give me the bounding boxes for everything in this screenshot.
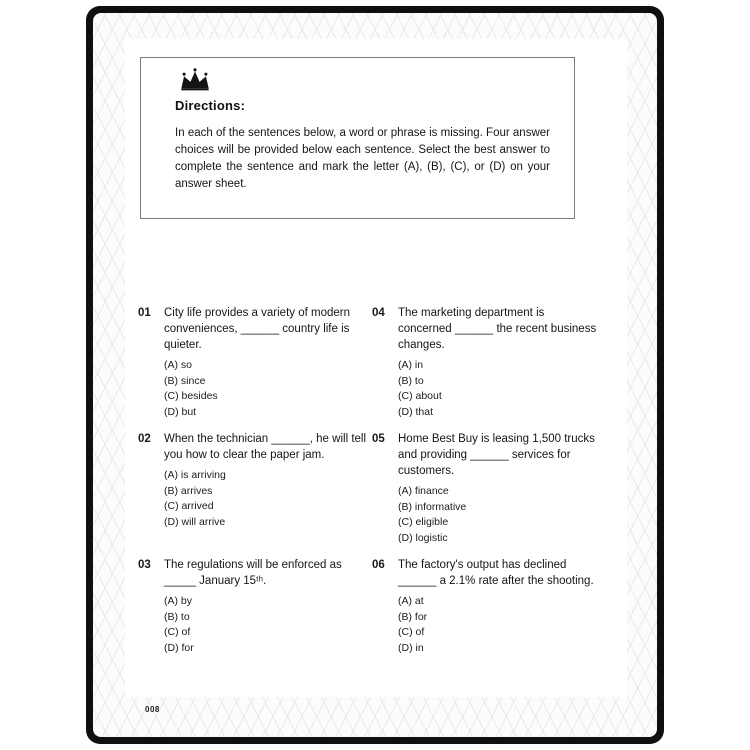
question-04 <box>372 305 606 431</box>
question-03 <box>138 557 372 683</box>
question-text: Home Best Buy is leasing 1,500 trucks and providing ______ services for customers. <box>398 433 595 477</box>
choice-a: (A) so <box>164 359 193 371</box>
question-number: 04 <box>372 307 385 319</box>
choice-a: (A) at <box>398 595 424 607</box>
choices-list <box>164 594 366 656</box>
choice-c: (C) eligible <box>398 516 449 528</box>
choice-b: (B) informative <box>398 500 467 513</box>
question-body <box>164 305 366 431</box>
choices-list <box>398 594 600 656</box>
choice-a: (A) in <box>398 359 424 371</box>
choice-c: (C) about <box>398 390 442 402</box>
choices-list <box>164 468 366 530</box>
page-background-pattern <box>93 13 657 737</box>
choice-b: (B) to <box>398 374 424 387</box>
choice-c: (C) besides <box>164 390 218 402</box>
question-number: 06 <box>372 559 385 571</box>
question-text: The factory's output has declined ______ a 2.1% rate after the shooting. <box>398 559 594 587</box>
question-05 <box>372 431 606 557</box>
choice-b: (B) to <box>164 610 190 623</box>
question-number: 03 <box>138 559 151 571</box>
choice-d: (D) but <box>164 405 197 418</box>
question-body <box>164 557 366 683</box>
choice-d: (D) in <box>398 641 424 654</box>
choice-d: (D) that <box>398 405 434 418</box>
choice-b: (B) for <box>398 610 428 623</box>
question-02 <box>138 431 372 557</box>
page-number: 008 <box>145 705 160 714</box>
directions-box <box>140 57 575 219</box>
question-text: City life provides a variety of modern conveniences, ______ country life is quieter. <box>164 307 350 351</box>
choice-d: (D) logistic <box>398 531 448 544</box>
question-number: 01 <box>138 307 151 319</box>
question-number: 05 <box>372 433 385 445</box>
choice-a: (A) finance <box>398 485 449 497</box>
questions-column-left <box>138 305 372 683</box>
choice-c: (C) of <box>398 626 425 638</box>
questions-grid <box>125 305 627 683</box>
content-card <box>125 39 627 697</box>
question-text: The marketing department is concerned ______ the recent business changes. <box>398 307 597 351</box>
choice-a: (A) by <box>164 595 193 607</box>
book-page-frame <box>86 6 664 744</box>
question-06 <box>372 557 606 683</box>
choices-list <box>398 484 600 546</box>
choice-c: (C) of <box>164 626 191 638</box>
choice-a: (A) is arriving <box>164 469 226 481</box>
question-text: When the technician ______, he will tell you how to clear the paper jam. <box>164 433 367 461</box>
question-01 <box>138 305 372 431</box>
question-body <box>398 305 600 431</box>
choice-b: (B) arrives <box>164 484 213 497</box>
directions-title: Directions: <box>175 98 246 113</box>
crown-icon <box>175 68 215 92</box>
choice-d: (D) will arrive <box>164 515 226 528</box>
choice-c: (C) arrived <box>164 500 214 512</box>
directions-body: In each of the sentences below, a word or phrase is missing. Four answer choices will be provided below each sentence. Select the best answer to complete the sentence and mark the letter (A), (B), (C), or (D) on your answer sheet. <box>175 127 550 190</box>
choices-list <box>164 358 366 420</box>
choice-b: (B) since <box>164 374 206 387</box>
questions-column-right <box>372 305 606 683</box>
choices-list <box>398 358 600 420</box>
question-body <box>164 431 366 557</box>
question-text: The regulations will be enforced as _____ January 15ᵗʰ. <box>164 559 342 587</box>
question-body <box>398 431 600 557</box>
question-number: 02 <box>138 433 151 445</box>
question-body <box>398 557 600 683</box>
choice-d: (D) for <box>164 641 194 654</box>
